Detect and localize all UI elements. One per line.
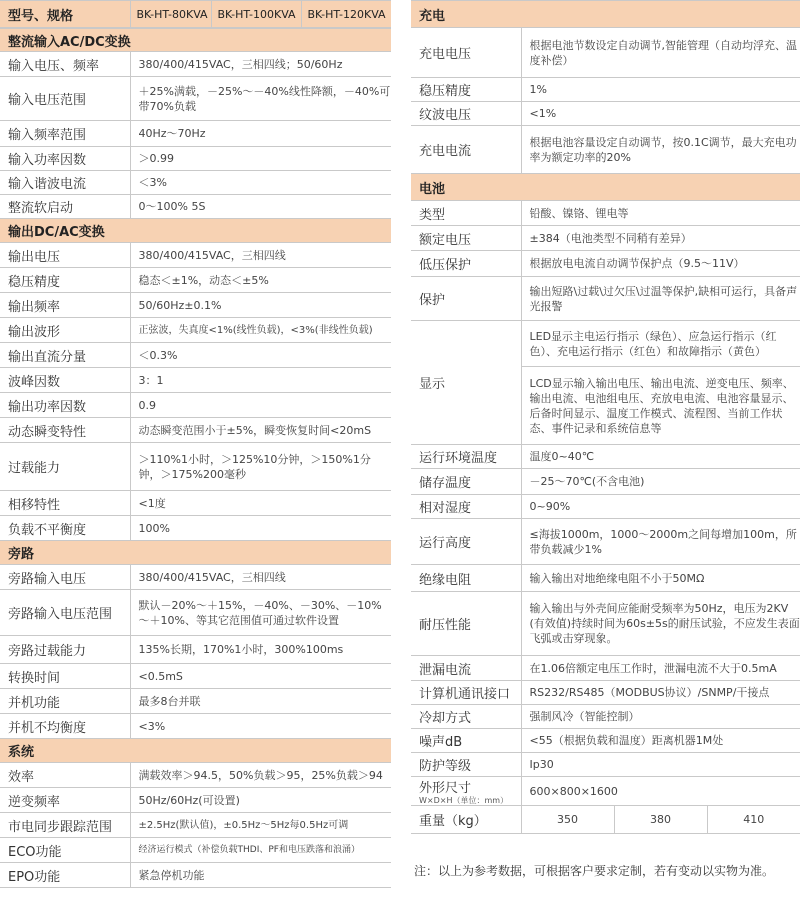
- table-row: [411, 102, 800, 126]
- row-value: 紧急停机功能: [130, 863, 391, 888]
- table-row: [411, 753, 800, 777]
- table-row: [0, 77, 391, 121]
- row-value: 经济运行模式（补偿负载THDI、PF和电压跌落和浪涌）: [130, 838, 391, 863]
- row-value: 600×800×1600: [521, 777, 800, 806]
- row-value: 动态瞬变范围小于±5%，瞬变恢复时间<20mS: [130, 418, 391, 443]
- table-row: [0, 52, 391, 77]
- table-row: [411, 729, 800, 753]
- table-row: [0, 243, 391, 268]
- row-value: 强制风冷（智能控制）: [521, 705, 800, 729]
- row-value: 铅酸、镍铬、锂电等: [521, 201, 800, 226]
- section-charging: [411, 1, 800, 28]
- table-row: [411, 126, 800, 174]
- row-label: 效率: [0, 763, 130, 788]
- table-row: [0, 318, 391, 343]
- model-120kva: BK-HT-120KVA: [301, 1, 391, 28]
- row-label: 输入电压、频率: [0, 52, 130, 77]
- row-value: 输入输出对地绝缘电阻不小于50MΩ: [521, 565, 800, 592]
- row-value: ＞110%1小时，＞125%10分钟，＞150%1分钟，＞175%200毫秒: [130, 443, 391, 491]
- size-label-cell: [411, 777, 521, 806]
- table-row: [0, 343, 391, 368]
- row-label: 运行环境温度: [411, 445, 521, 469]
- table-row: [0, 788, 391, 813]
- row-value: 0.9: [130, 393, 391, 418]
- row-label: 输入功率因数: [0, 147, 130, 171]
- table-row: [0, 863, 391, 888]
- model-80kva: BK-HT-80KVA: [130, 1, 211, 28]
- row-value: 135%长期，170%1小时，300%100ms: [130, 636, 391, 664]
- row-label: 耐压性能: [411, 592, 521, 656]
- row-value: 380/400/415VAC，三相四线: [130, 243, 391, 268]
- row-label: 市电同步跟踪范围: [0, 813, 130, 838]
- section-title: 旁路: [0, 541, 391, 565]
- row-value: －25～70℃(不含电池): [521, 469, 800, 495]
- row-label: 波峰因数: [0, 368, 130, 393]
- weight-120kva: 410: [707, 806, 800, 833]
- table-row: [0, 491, 391, 516]
- row-label: 稳压精度: [411, 78, 521, 102]
- row-label: 相移特性: [0, 491, 130, 516]
- section-output-inverter: [0, 219, 391, 243]
- row-label: 输入频率范围: [0, 121, 130, 147]
- row-value: 温度0~40℃: [521, 445, 800, 469]
- row-label: 输入电压范围: [0, 77, 130, 121]
- row-label: 噪声dB: [411, 729, 521, 753]
- row-label: ECO功能: [0, 838, 130, 863]
- table-row: [411, 681, 800, 705]
- row-value: 最多8台并联: [130, 689, 391, 714]
- table-row: [0, 268, 391, 293]
- table-row: [0, 590, 391, 636]
- left-spec-table: [0, 0, 391, 888]
- row-value: <0.5mS: [130, 664, 391, 689]
- section-title: 电池: [411, 174, 800, 201]
- row-value: 0~90%: [521, 495, 800, 519]
- row-label: 逆变频率: [0, 788, 130, 813]
- table-row: [0, 368, 391, 393]
- row-value: <1%: [521, 102, 800, 126]
- row-label: 输入谐波电流: [0, 171, 130, 195]
- section-battery: [411, 174, 800, 201]
- section-title: 充电: [411, 1, 800, 28]
- row-label: 输出电压: [0, 243, 130, 268]
- table-row: [0, 418, 391, 443]
- row-label: 计算机通讯接口: [411, 681, 521, 705]
- model-100kva: BK-HT-100KVA: [211, 1, 301, 28]
- row-label: 旁路输入电压范围: [0, 590, 130, 636]
- section-title: 输出DC/AC变换: [0, 219, 391, 243]
- table-row: [411, 251, 800, 277]
- row-value: 380/400/415VAC，三相四线；50/60Hz: [130, 52, 391, 77]
- row-value: 380/400/415VAC，三相四线: [130, 565, 391, 590]
- table-row: [411, 201, 800, 226]
- table-row: [0, 689, 391, 714]
- table-row: [0, 195, 391, 219]
- table-row: [411, 705, 800, 729]
- row-value: 输出短路\过载\过欠压\过温等保护,缺相可运行，具备声光报警: [521, 277, 800, 321]
- row-value: 40Hz～70Hz: [130, 121, 391, 147]
- row-label: 输出频率: [0, 293, 130, 318]
- row-value: 50Hz/60Hz(可设置): [130, 788, 391, 813]
- model-header-label: 型号、规格: [0, 1, 130, 28]
- row-label: 保护: [411, 277, 521, 321]
- table-row: [411, 78, 800, 102]
- table-row: [411, 277, 800, 321]
- row-label: 纹波电压: [411, 102, 521, 126]
- row-label: 充电电流: [411, 126, 521, 174]
- row-value: 满载效率＞94.5，50%负载＞95，25%负载＞94: [130, 763, 391, 788]
- row-label: 转换时间: [0, 664, 130, 689]
- display-lcd-value: LCD显示输入输出电压、输出电流、逆变电压、频率、输出电流、电池组电压、充放电电流、电池容量显示、后备时间显示、温度工作模式、流程图、当前工作状态、事件记录和系统信息等: [521, 367, 800, 445]
- section-title: 整流输入AC/DC变换: [0, 29, 391, 52]
- row-label: 储存温度: [411, 469, 521, 495]
- weight-row: [411, 806, 800, 833]
- table-row: [0, 516, 391, 541]
- row-label: EPO功能: [0, 863, 130, 888]
- row-label: 低压保护: [411, 251, 521, 277]
- table-row: [411, 656, 800, 681]
- row-label: 过载能力: [0, 443, 130, 491]
- model-header-row: [0, 1, 391, 28]
- row-label: 旁路过载能力: [0, 636, 130, 664]
- size-row: [411, 777, 800, 806]
- row-value: RS232/RS485（MODBUS协议）/SNMP/干接点: [521, 681, 800, 705]
- row-value: 默认－20%～＋15%，－40%、－30%、－10%～＋10%、等其它范围值可通过软件设置: [130, 590, 391, 636]
- row-value: 50/60Hz±0.1%: [130, 293, 391, 318]
- row-label: 输出直流分量: [0, 343, 130, 368]
- row-value: 稳态＜±1%，动态＜±5%: [130, 268, 391, 293]
- row-label: 冷却方式: [411, 705, 521, 729]
- table-row: [411, 226, 800, 251]
- row-label: 重量（kg）: [411, 806, 521, 833]
- table-row: [411, 519, 800, 565]
- table-row: [411, 592, 800, 656]
- row-value: ＜3%: [130, 171, 391, 195]
- table-row: [0, 838, 391, 863]
- table-row: [0, 763, 391, 788]
- row-label: 额定电压: [411, 226, 521, 251]
- row-value: ＋25%满载，－25%～－40%线性降额，－40%可带70%负载: [130, 77, 391, 121]
- row-label: 充电电压: [411, 28, 521, 78]
- row-value: <55（根据负载和温度）距离机器1M处: [521, 729, 800, 753]
- row-value: <3%: [130, 714, 391, 739]
- row-value: 100%: [130, 516, 391, 541]
- section-system: [0, 739, 391, 763]
- weight-80kva: 350: [521, 806, 614, 833]
- table-row: [0, 171, 391, 195]
- row-value: 1%: [521, 78, 800, 102]
- row-label: 并机功能: [0, 689, 130, 714]
- table-row: [0, 393, 391, 418]
- row-value: 正弦波，失真度<1%(线性负载)，<3%(非线性负载): [130, 318, 391, 343]
- row-label: 稳压精度: [0, 268, 130, 293]
- row-label: 旁路输入电压: [0, 565, 130, 590]
- row-label: 整流软启动: [0, 195, 130, 219]
- table-row: [0, 565, 391, 590]
- display-row-led: [411, 321, 800, 367]
- row-label: 输出波形: [0, 318, 130, 343]
- row-value: 根据电池容量设定自动调节，按0.1C调节，最大充电功率为额定功率的20%: [521, 126, 800, 174]
- table-row: [0, 293, 391, 318]
- table-row: [411, 565, 800, 592]
- row-value: 根据电池节数设定自动调节,智能管理（自动均浮充、温度补偿）: [521, 28, 800, 78]
- table-row: [0, 443, 391, 491]
- table-row: [411, 28, 800, 78]
- row-label: 外形尺寸: [419, 781, 472, 796]
- row-label: 相对湿度: [411, 495, 521, 519]
- row-label: 泄漏电流: [411, 656, 521, 681]
- row-label: 负载不平衡度: [0, 516, 130, 541]
- row-label: 动态瞬变特性: [0, 418, 130, 443]
- row-value: <1度: [130, 491, 391, 516]
- display-led-value: LED显示主电运行指示（绿色）、应急运行指示（红色）、充电运行指示（红色）和故障指示（黄色）: [521, 321, 800, 367]
- table-row: [0, 664, 391, 689]
- section-rectifier-input: [0, 29, 391, 52]
- row-value: ±2.5Hz(默认值)，±0.5Hz～5Hz每0.5Hz可调: [130, 813, 391, 838]
- row-label: 并机不均衡度: [0, 714, 130, 739]
- row-value: 输入输出与外壳间应能耐受频率为50Hz，电压为2KV (有效值)持续时间为60s±5s的耐压试验，不应发生表面飞弧或击穿现象。: [521, 592, 800, 656]
- table-row: [0, 813, 391, 838]
- section-title: 系统: [0, 739, 391, 763]
- table-row: [411, 469, 800, 495]
- table-row: [0, 714, 391, 739]
- footnote: 注：以上为参考数据，可根据客户要求定制，若有变动以实物为准。: [414, 864, 775, 878]
- row-label: 绝缘电阻: [411, 565, 521, 592]
- row-value: ±384（电池类型不同稍有差异）: [521, 226, 800, 251]
- row-value: ＜0.3%: [130, 343, 391, 368]
- row-value: ≤海拔1000m，1000～2000m之间每增加100m，所带负载减少1%: [521, 519, 800, 565]
- row-value: Ip30: [521, 753, 800, 777]
- table-row: [0, 636, 391, 664]
- row-value: 根据放电电流自动调节保护点（9.5～11V）: [521, 251, 800, 277]
- row-label: 显示: [411, 321, 521, 445]
- row-value: 在1.06倍额定电压工作时，泄漏电流不大于0.5mA: [521, 656, 800, 681]
- row-label: 类型: [411, 201, 521, 226]
- table-row: [411, 445, 800, 469]
- weight-100kva: 380: [614, 806, 707, 833]
- table-row: [411, 495, 800, 519]
- section-bypass: [0, 541, 391, 565]
- size-unit-label: W×D×H（单位：mm）: [419, 796, 509, 805]
- table-row: [0, 147, 391, 171]
- row-value: 0～100% 5S: [130, 195, 391, 219]
- row-label: 防护等级: [411, 753, 521, 777]
- right-spec-table: [411, 0, 800, 834]
- table-row: [0, 121, 391, 147]
- row-label: 输出功率因数: [0, 393, 130, 418]
- row-value: 3：1: [130, 368, 391, 393]
- row-value: ＞0.99: [130, 147, 391, 171]
- row-label: 运行高度: [411, 519, 521, 565]
